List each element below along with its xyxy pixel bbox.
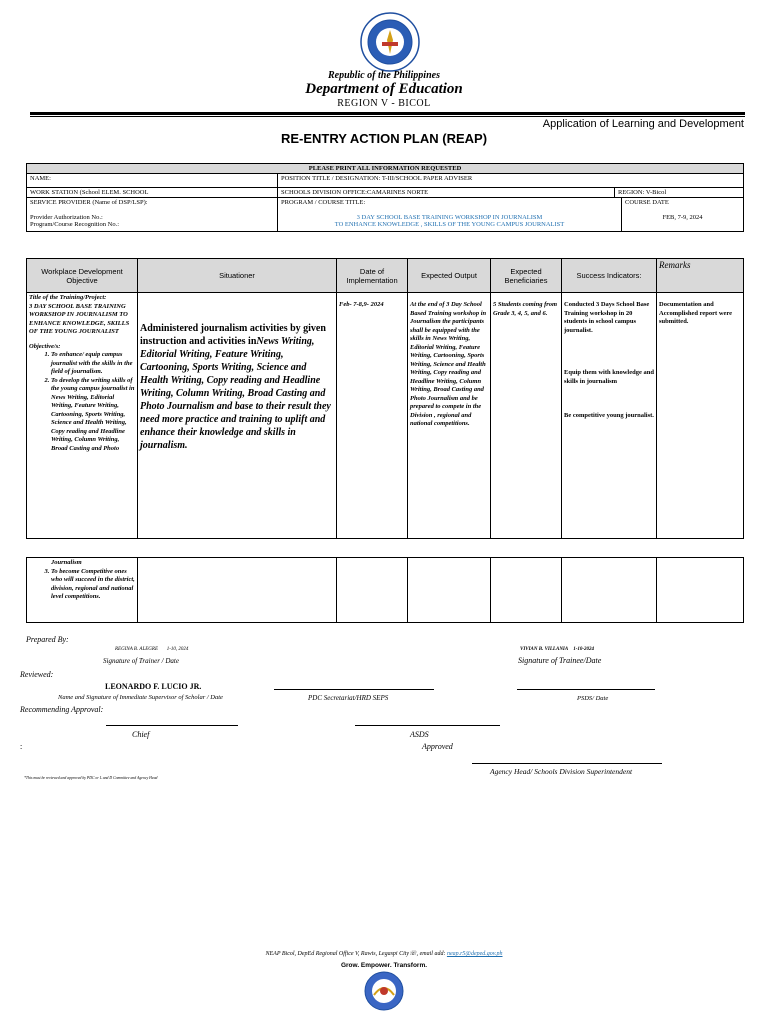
agency-head-caption: Agency Head/ Schools Division Superintendent	[490, 767, 633, 776]
date-cell: Feb- 7-8,9- 2024	[337, 293, 408, 539]
supervisor-caption: Name and Signature of Immediate Supervisor of Scholar / Date	[58, 694, 223, 701]
prepared-by-label: Prepared By:	[26, 635, 69, 644]
action-plan-table	[26, 258, 744, 539]
approval-note: *This must be reviewed and approved by PDC or L and D Committee and Agency Head	[24, 776, 158, 780]
footer-tagline: Grow. Empower. Transform.	[340, 962, 428, 969]
work-station-field: WORK STATION (School ELEM. SCHOOL	[27, 188, 278, 198]
beneficiaries-cell: 5 Students coming from Grade 3, 4, 5, and 6.	[491, 293, 562, 539]
colon-mark: :	[20, 742, 23, 751]
header-remarks: Remarks	[657, 259, 744, 293]
trainee-caption: Signature of Trainee/Date	[518, 656, 602, 665]
course-date-field: COURSE DATE FEB, 7-9, 2024	[622, 198, 744, 232]
action-plan-continuation	[26, 557, 744, 623]
phone-icon: ☏	[409, 951, 417, 957]
header-beneficiaries: Expected Beneficiaries	[491, 259, 562, 293]
header-output: Expected Output	[408, 259, 491, 293]
info-table	[26, 163, 744, 232]
objective-cell: Title of the Training/Project: 3 DAY SCHOOL BASE TRAINING WORKSHOP IN JOURNALISM TO ENHANCE KNOWLEDGE, SKILLS OF THE YOUNG JOURNALIST Objective/s: 1. To enhance/ equip campus journalist with the skills in the field of journalism. 2. To develop the writing skills of the young campus journalist in News Writing, Editorial Writing, Feature Writing, Cartooning, Sports Writing, Science and Health Writing, Copy reading and Headline Writing, Column Writing, Broad Casting and Photo	[27, 293, 138, 539]
indicators-cell: Conducted 3 Days School Base Training workshop in 20 students in school campus journalist. Equip them with knowledge and skills in journalism Be competitive young journalist.	[562, 293, 657, 539]
header-rule-thin	[30, 116, 745, 117]
position-field: POSITION TITLE / DESIGNATION: T-III/SCHOOL PAPER ADVISER	[278, 174, 744, 188]
region-text: REGION V - BICOL	[337, 98, 431, 109]
republic-text: Republic of the Philippines	[328, 70, 440, 81]
remarks-cell: Documentation and Accomplished report were submitted.	[657, 293, 744, 539]
pdc-signature-line	[274, 689, 434, 690]
objective-item-1: 1. To enhance/ equip campus journalist with the skills in the field of journalism.	[51, 351, 135, 377]
page-title: RE-ENTRY ACTION PLAN (REAP)	[280, 131, 488, 146]
email-link[interactable]: neap.r5@deped.gov.ph	[446, 951, 503, 957]
ald-label: Application of Learning and Development	[542, 118, 744, 130]
asds-caption: ASDS	[410, 730, 429, 739]
footer-address: NEAP Bicol, DepEd Regional Office V, Rawis, Legaspi City☏, email add: neap.r5@deped.gov.ph	[265, 951, 503, 957]
pdc-caption: PDC Secretariat/HRD SEPS	[308, 694, 389, 702]
trainee-name: VIVIAN B. VILLANIA 1-10-2024	[520, 647, 595, 652]
name-field: NAME:	[27, 174, 278, 188]
chief-caption: Chief	[132, 730, 150, 739]
header-rule	[30, 112, 745, 115]
psds-caption: PSDS/ Date	[577, 695, 609, 702]
program-title-field: PROGRAM / COURSE TITLE: 3 DAY SCHOOL BASE TRAINING WORKSHOP IN JOURNALISM TO ENHANCE KNOWLEDGE , SKILLS OF THE YOUNG CAMPUS JOURNALIST	[278, 198, 622, 232]
region-field: REGION: V-Bicol	[615, 188, 744, 198]
trainer-caption: Signature of Trainer / Date	[103, 657, 179, 665]
division-field: SCHOOLS DIVISION OFFICE:CAMARINES NORTE	[278, 188, 615, 198]
header-date: Date of Implementation	[337, 259, 408, 293]
objective-item-2: 2. To develop the writing skills of the young campus journalist in News Writing, Editorial Writing, Feature Writing, Cartooning, Sports Writing, Science and Health Writing, Copy reading and Headline Writing, Column Writing, Broad Casting and Photo	[51, 377, 135, 454]
chief-signature-line	[106, 725, 238, 726]
header-situationer: Situationer	[138, 259, 337, 293]
department-title: Department of Education	[305, 81, 463, 97]
supervisor-name: LEONARDO F. LUCIO JR.	[105, 682, 202, 691]
recommending-label: Recommending Approval:	[20, 705, 104, 714]
agency-signature-line	[472, 763, 662, 764]
psds-signature-line	[517, 689, 655, 690]
footer-logo-icon	[364, 971, 404, 1011]
trainer-name: REGINA B. ALEGRE 1-10, 2024	[115, 647, 189, 652]
objective-item-3: 3. To become Competitive ones who will succeed in the district, division, regional and national level competitions.	[51, 568, 135, 602]
asds-signature-line	[355, 725, 500, 726]
header-indicators: Success Indicators:	[562, 259, 657, 293]
situationer-cell: Administered journalism activities by given instruction and activities inNews Writing, Editorial Writing, Feature Writing, Cartooning, Sports Writing, Science and Health Writing, Copy reading and Headline Writing, Column Writing, Broad Casting and Photo Journalism and base to their result they need more practice and training to uplift and enhance their knowledge and skills in journalism.	[138, 293, 337, 539]
provider-field: SERVICE PROVIDER (Name of DSP/LSP): Provider Authorization No.: Program/Course Recognition No.:	[27, 198, 278, 232]
please-print-header: PLEASE PRINT ALL INFORMATION REQUESTED	[27, 164, 744, 174]
reviewed-label: Reviewed:	[20, 670, 54, 679]
deped-seal-icon	[360, 12, 420, 72]
objective-cont-cell: Journalism 3. To become Competitive ones who will succeed in the district, division, regional and national level competitions.	[27, 558, 138, 623]
header-objective: Workplace Development Objective	[27, 259, 138, 293]
approved-label: Approved	[422, 742, 453, 751]
output-cell: At the end of 3 Day School Based Training workshop in Journalism the participants shall be equipped with the skills in News Writing, Editorial Writing, Feature Writing, Cartooning, Sports Writing, Science and Health Writing, Copy reading and Headline Writing, Column Writing, Broad Casting and Photo Journalism and be prepared to compete in the Division , regional and national competitions.	[408, 293, 491, 539]
